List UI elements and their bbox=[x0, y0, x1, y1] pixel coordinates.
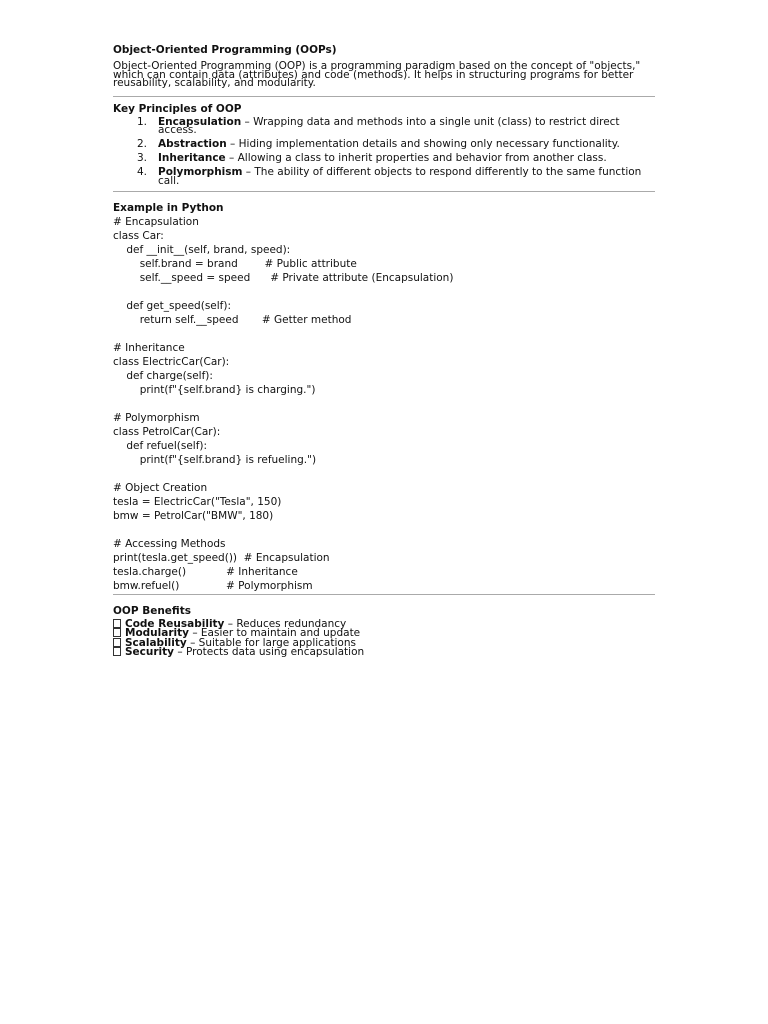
code-line: def __init__(self, brand, speed): bbox=[113, 243, 291, 256]
checkbox-icon bbox=[113, 628, 121, 637]
checkbox-icon bbox=[113, 647, 121, 656]
principle-term: Polymorphism bbox=[158, 166, 243, 178]
code-line: class ElectricCar(Car): bbox=[113, 355, 230, 368]
code-line: def get_speed(self): bbox=[113, 299, 231, 312]
benefit-description: – Suitable for large applications bbox=[186, 636, 356, 649]
code-line: class Car: bbox=[113, 229, 164, 242]
benefit-description: – Protects data using encapsulation bbox=[174, 646, 365, 658]
principle-term: Abstraction bbox=[158, 138, 227, 150]
list-item bbox=[113, 154, 655, 163]
principle-description: – Allowing a class to inherit properties and behavior from another class. bbox=[225, 152, 607, 164]
benefit-term: Scalability bbox=[125, 636, 187, 649]
code-line: # Inheritance bbox=[113, 341, 185, 354]
code-line: self.brand = brand # Public attribute bbox=[113, 257, 357, 270]
list-item bbox=[113, 168, 655, 185]
code-line: # Object Creation bbox=[113, 481, 208, 494]
benefits-heading: OOP Benefits bbox=[113, 604, 191, 617]
code-line bbox=[113, 398, 655, 412]
list-item bbox=[113, 647, 655, 657]
benefit-term: Modularity bbox=[125, 627, 189, 639]
principle-description: – Hiding implementation details and showing only necessary functionality. bbox=[226, 138, 620, 150]
code-line: def charge(self): bbox=[113, 369, 213, 382]
list-number: 1. bbox=[137, 115, 148, 128]
benefits-list bbox=[113, 619, 655, 657]
intro-paragraph: Object-Oriented Programming (OOP) is a programming paradigm based on the concept of "objects," which can contain data (attributes) and code (methods). It helps in structuring programs for better reusability, scalability, and modularity. bbox=[113, 60, 641, 89]
principle-description: – Wrapping data and methods into a single unit (class) to restrict direct access. bbox=[158, 115, 620, 136]
code-line: tesla.charge() # Inheritance bbox=[113, 565, 298, 578]
code-line bbox=[113, 328, 655, 342]
checkbox-icon bbox=[113, 638, 121, 647]
code-line: print(f"{self.brand} is refueling.") bbox=[113, 453, 317, 466]
list-number: 2. bbox=[137, 138, 148, 150]
code-line: # Polymorphism bbox=[113, 411, 200, 424]
code-line: print(tesla.get_speed()) # Encapsulation bbox=[113, 551, 330, 564]
list-number: 4. bbox=[137, 166, 148, 178]
document-content bbox=[113, 44, 655, 657]
page-title: Object-Oriented Programming (OOPs) bbox=[113, 44, 337, 56]
principle-term: Inheritance bbox=[158, 152, 226, 164]
principles-heading: Key Principles of OOP bbox=[113, 102, 242, 115]
code-line: def refuel(self): bbox=[113, 439, 208, 452]
benefit-description: – Easier to maintain and update bbox=[188, 627, 361, 639]
principle-term: Encapsulation bbox=[158, 115, 242, 128]
code-block bbox=[113, 216, 655, 594]
list-item bbox=[113, 140, 655, 149]
code-line: self.__speed = speed # Private attribute (Encapsulation) bbox=[113, 271, 454, 284]
code-line: class PetrolCar(Car): bbox=[113, 425, 221, 438]
code-line: # Encapsulation bbox=[113, 215, 199, 228]
list-number: 3. bbox=[137, 152, 148, 164]
list-item bbox=[113, 115, 655, 136]
code-line: print(f"{self.brand} is charging.") bbox=[113, 383, 316, 396]
benefit-term: Code Reusability bbox=[125, 617, 225, 630]
code-line bbox=[113, 468, 655, 482]
code-line bbox=[113, 524, 655, 538]
principles-list bbox=[113, 115, 655, 187]
example-heading: Example in Python bbox=[113, 201, 224, 214]
code-line bbox=[113, 286, 655, 300]
code-line: bmw = PetrolCar("BMW", 180) bbox=[113, 509, 274, 522]
code-line: return self.__speed # Getter method bbox=[113, 313, 352, 326]
benefit-term: Security bbox=[125, 646, 175, 658]
code-line: tesla = ElectricCar("Tesla", 150) bbox=[113, 495, 282, 508]
checkbox-icon bbox=[113, 619, 121, 628]
benefit-description: – Reduces redundancy bbox=[224, 617, 347, 630]
code-line: bmw.refuel() # Polymorphism bbox=[113, 579, 313, 592]
principle-description: – The ability of different objects to respond differently to the same function call. bbox=[158, 166, 642, 187]
code-line: # Accessing Methods bbox=[113, 537, 226, 550]
